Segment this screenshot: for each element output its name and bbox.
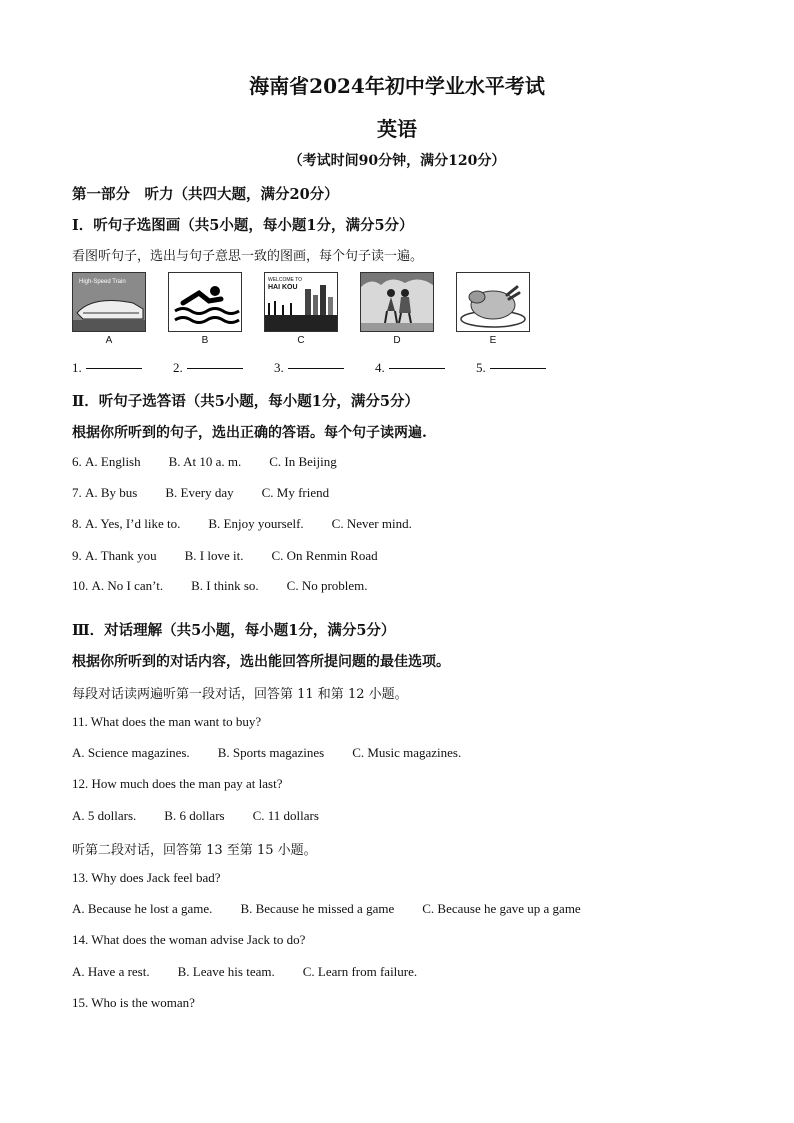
sec2-instruction: 根据你所听到的句子，选出正确的答语。每个句子读两遍. xyxy=(72,425,427,441)
option-b[interactable]: B. At 10 a. m. xyxy=(168,454,242,469)
blank-2[interactable]: 2. xyxy=(173,360,243,376)
high-speed-train-icon xyxy=(72,272,146,332)
option-a[interactable]: A. Yes, I’d like to. xyxy=(85,516,181,531)
option-a[interactable]: A. English xyxy=(85,454,141,469)
option-c[interactable]: C. In Beijing xyxy=(269,454,337,469)
option-c[interactable]: C. 11 dollars xyxy=(252,808,319,823)
option-a[interactable]: A. Because he lost a game. xyxy=(72,901,213,916)
option-b[interactable]: B. Because he missed a game xyxy=(240,901,395,916)
option-b[interactable]: B. I think so. xyxy=(191,578,259,593)
option-c[interactable]: C. Learn from failure. xyxy=(302,964,418,979)
option-b[interactable]: B. Enjoy yourself. xyxy=(208,516,304,531)
picture-e-label: E xyxy=(489,335,497,346)
part1-heading: 第一部分 听力（共四大题，满分20分） xyxy=(72,186,339,203)
roast-chicken-icon xyxy=(456,272,530,332)
option-a[interactable]: A. 5 dollars. xyxy=(72,808,137,823)
blank-1[interactable]: 1. xyxy=(72,360,142,376)
picture-c xyxy=(264,272,338,346)
picture-b-label: B xyxy=(201,335,209,346)
welcome-caption: WELCOME TO xyxy=(268,277,302,283)
option-a[interactable]: A. Have a rest. xyxy=(72,964,150,979)
question-15: 15. Who is the woman? xyxy=(72,995,195,1010)
option-b[interactable]: B. I love it. xyxy=(184,548,244,563)
option-a[interactable]: A. Science magazines. xyxy=(72,745,190,760)
question-9: 9. A. Thank you B. I love it. C. On Renmin Road xyxy=(72,548,378,563)
option-b[interactable]: B. 6 dollars xyxy=(164,808,225,823)
dialog1-note: 每段对话读两遍听第一段对话，回答第 11 和第 12 小题。 xyxy=(72,687,408,702)
sec1-instruction: 看图听句子，选出与句子意思一致的图画，每个句子读一遍。 xyxy=(72,249,424,264)
exam-title: 海南省2024年初中学业水平考试 xyxy=(249,74,545,98)
question-6: 6. A. English B. At 10 a. m. C. In Beijing xyxy=(72,454,337,469)
option-c[interactable]: C. Never mind. xyxy=(331,516,412,531)
picture-b xyxy=(168,272,242,346)
question-11-options xyxy=(72,745,489,761)
exam-note: （考试时间90分钟，满分120分） xyxy=(288,153,506,169)
haikou-caption: HAI KOU xyxy=(268,284,298,291)
question-12: 12. How much does the man pay at last? xyxy=(72,776,283,791)
blank-4[interactable]: 4. xyxy=(375,360,445,376)
swimmer-sign-icon xyxy=(168,272,242,332)
dancing-couple-icon xyxy=(360,272,434,332)
sec3-heading: Ⅲ．对话理解（共5小题，每小题1分，满分5分） xyxy=(72,622,396,639)
option-b[interactable]: B. Every day xyxy=(165,485,234,500)
question-12-options xyxy=(72,808,347,824)
picture-d-label: D xyxy=(393,335,401,346)
option-c[interactable]: C. My friend xyxy=(261,485,330,500)
picture-a xyxy=(72,272,146,346)
train-caption: High-Speed Train xyxy=(79,279,126,285)
exam-subject: 英语 xyxy=(377,117,417,141)
option-b[interactable]: B. Leave his team. xyxy=(177,964,275,979)
question-13: 13. Why does Jack feel bad? xyxy=(72,870,221,885)
option-c[interactable]: C. On Renmin Road xyxy=(271,548,378,563)
picture-e xyxy=(456,272,530,346)
question-11: 11. What does the man want to buy? xyxy=(72,714,262,729)
haikou-skyline-icon xyxy=(264,272,338,332)
option-a[interactable]: A. Thank you xyxy=(85,548,157,563)
picture-row xyxy=(72,272,530,346)
question-13-options xyxy=(72,901,609,917)
picture-d xyxy=(360,272,434,346)
option-a[interactable]: A. No I can’t. xyxy=(91,578,164,593)
question-8: 8. A. Yes, I’d like to. B. Enjoy yourself. C. Never mind. xyxy=(72,516,412,531)
sec1-heading: Ⅰ．听句子选图画（共5小题，每小题1分，满分5分） xyxy=(72,217,414,234)
option-c[interactable]: C. Music magazines. xyxy=(352,745,462,760)
answer-blanks xyxy=(72,360,574,376)
blank-5[interactable]: 5. xyxy=(476,360,546,376)
question-10: 10. A. No I can’t. B. I think so. C. No problem. xyxy=(72,578,368,593)
blank-3[interactable]: 3. xyxy=(274,360,344,376)
picture-a-label: A xyxy=(105,335,113,346)
option-c[interactable]: C. No problem. xyxy=(286,578,368,593)
sec2-heading: Ⅱ．听句子选答语（共5小题，每小题1分，满分5分） xyxy=(72,393,419,410)
picture-c-label: C xyxy=(297,335,305,346)
question-7: 7. A. By bus B. Every day C. My friend xyxy=(72,485,330,500)
option-c[interactable]: C. Because he gave up a game xyxy=(422,901,581,916)
option-a[interactable]: A. By bus xyxy=(85,485,138,500)
question-14: 14. What does the woman advise Jack to do? xyxy=(72,932,306,947)
option-b[interactable]: B. Sports magazines xyxy=(217,745,325,760)
sec3-instruction: 根据你所听到的对话内容，选出能回答所提问题的最佳选项。 xyxy=(72,654,450,670)
question-14-options xyxy=(72,964,445,980)
dialog2-note: 听第二段对话，回答第 13 至第 15 小题。 xyxy=(72,843,317,858)
